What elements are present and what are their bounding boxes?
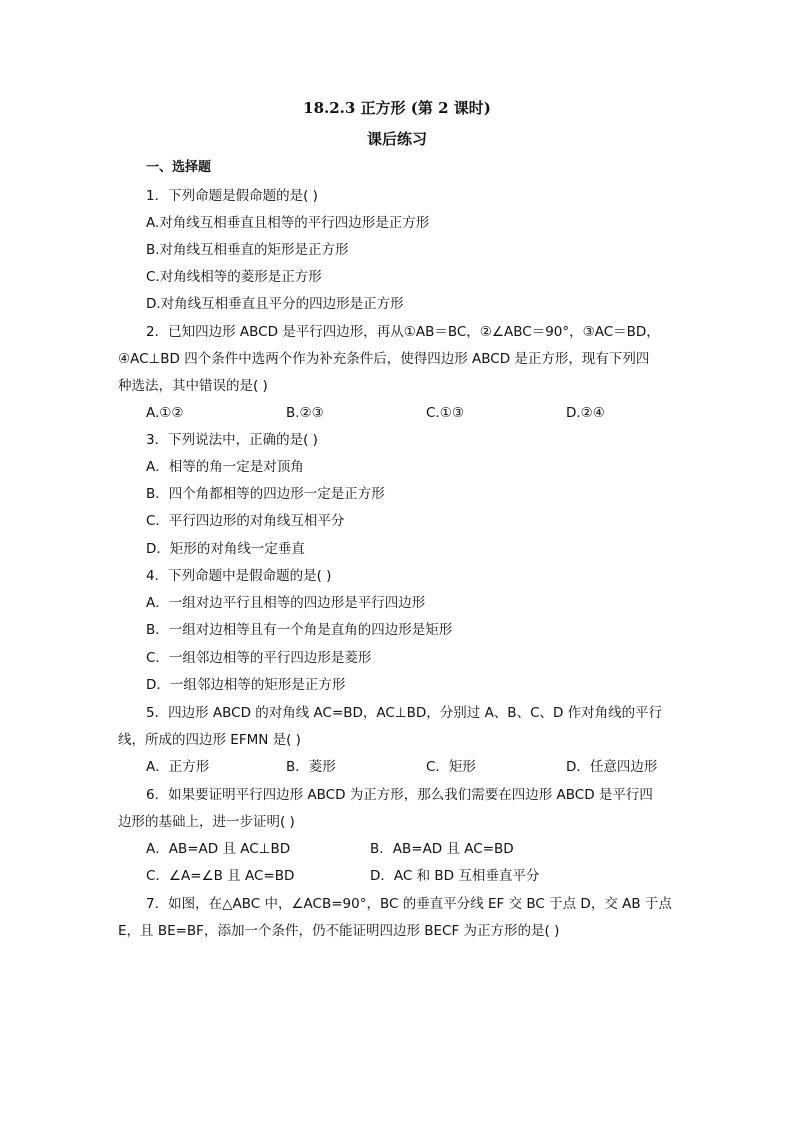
q6-option-c: C．∠A=∠B 且 AC=BD xyxy=(146,868,295,884)
q6-option-a: A．AB=AD 且 AC⊥BD xyxy=(146,841,291,857)
q3-option-d: D．矩形的对角线一定垂直 xyxy=(146,541,305,557)
q4-option-c: C．一组邻边相等的平行四边形是菱形 xyxy=(146,650,372,666)
q5-option-c: C．矩形 xyxy=(426,759,476,775)
q3-stem: 3．下列说法中，正确的是( ) xyxy=(146,432,318,448)
q6-line-2: 边形的基础上，进一步证明( ) xyxy=(118,814,295,830)
q3-option-a: A．相等的角一定是对顶角 xyxy=(146,459,304,475)
q5-option-b: B．菱形 xyxy=(286,759,336,775)
q1-option-a: A.对角线互相垂直且相等的平行四边形是正方形 xyxy=(146,215,430,231)
q5-option-a: A．正方形 xyxy=(146,759,210,775)
q2-option-c: C.①③ xyxy=(426,405,464,421)
q1-option-d: D.对角线互相垂直且平分的四边形是正方形 xyxy=(146,296,404,312)
q5-line-1: 5．四边形 ABCD 的对角线 AC=BD，AC⊥BD，分别过 A、B、C、D 作对角线的平行 xyxy=(146,705,663,721)
page-title: 18.2.3 正方形 (第 2 课时) xyxy=(303,99,491,117)
q2-option-a: A.①② xyxy=(146,405,184,421)
section-heading: 一、选择题 xyxy=(146,160,212,175)
q1-option-b: B.对角线互相垂直的矩形是正方形 xyxy=(146,242,349,258)
q3-option-b: B．四个角都相等的四边形一定是正方形 xyxy=(146,486,385,502)
q1-stem: 1．下列命题是假命题的是( ) xyxy=(146,188,318,204)
q4-stem: 4．下列命题中是假命题的是( ) xyxy=(146,568,332,584)
q2-line-3: 种选法，其中错误的是( ) xyxy=(118,378,268,394)
q5-option-d: D．任意四边形 xyxy=(566,759,658,775)
q7-line-1: 7．如图，在△ABC 中，∠ACB=90°，BC 的垂直平分线 EF 交 BC 于点 D，交 AB 于点 xyxy=(146,896,672,912)
q2-option-d: D.②④ xyxy=(566,405,605,421)
page-subtitle: 课后练习 xyxy=(366,130,427,148)
q1-option-c: C.对角线相等的菱形是正方形 xyxy=(146,269,322,285)
q7-line-2: E，且 BE=BF，添加一个条件，仍不能证明四边形 BECF 为正方形的是( ) xyxy=(118,923,560,939)
q6-option-d: D．AC 和 BD 互相垂直平分 xyxy=(370,868,540,884)
q2-line-2: ④AC⊥BD 四个条件中选两个作为补充条件后，使得四边形 ABCD 是正方形，现有下列四 xyxy=(118,351,650,367)
q4-option-a: A．一组对边平行且相等的四边形是平行四边形 xyxy=(146,595,426,611)
q6-option-b: B．AB=AD 且 AC=BD xyxy=(370,841,514,857)
q3-option-c: C．平行四边形的对角线互相平分 xyxy=(146,513,345,529)
q4-option-d: D．一组邻边相等的矩形是正方形 xyxy=(146,677,346,693)
q2-option-b: B.②③ xyxy=(286,405,324,421)
q2-line-1: 2．已知四边形 ABCD 是平行四边形，再从①AB＝BC，②∠ABC＝90°，③AC＝BD， xyxy=(146,324,660,340)
q4-option-b: B．一组对边相等且有一个角是直角的四边形是矩形 xyxy=(146,622,453,638)
q5-line-2: 线，所成的四边形 EFMN 是( ) xyxy=(118,732,301,748)
q6-line-1: 6．如果要证明平行四边形 ABCD 为正方形，那么我们需要在四边形 ABCD 是平行四 xyxy=(146,787,653,803)
